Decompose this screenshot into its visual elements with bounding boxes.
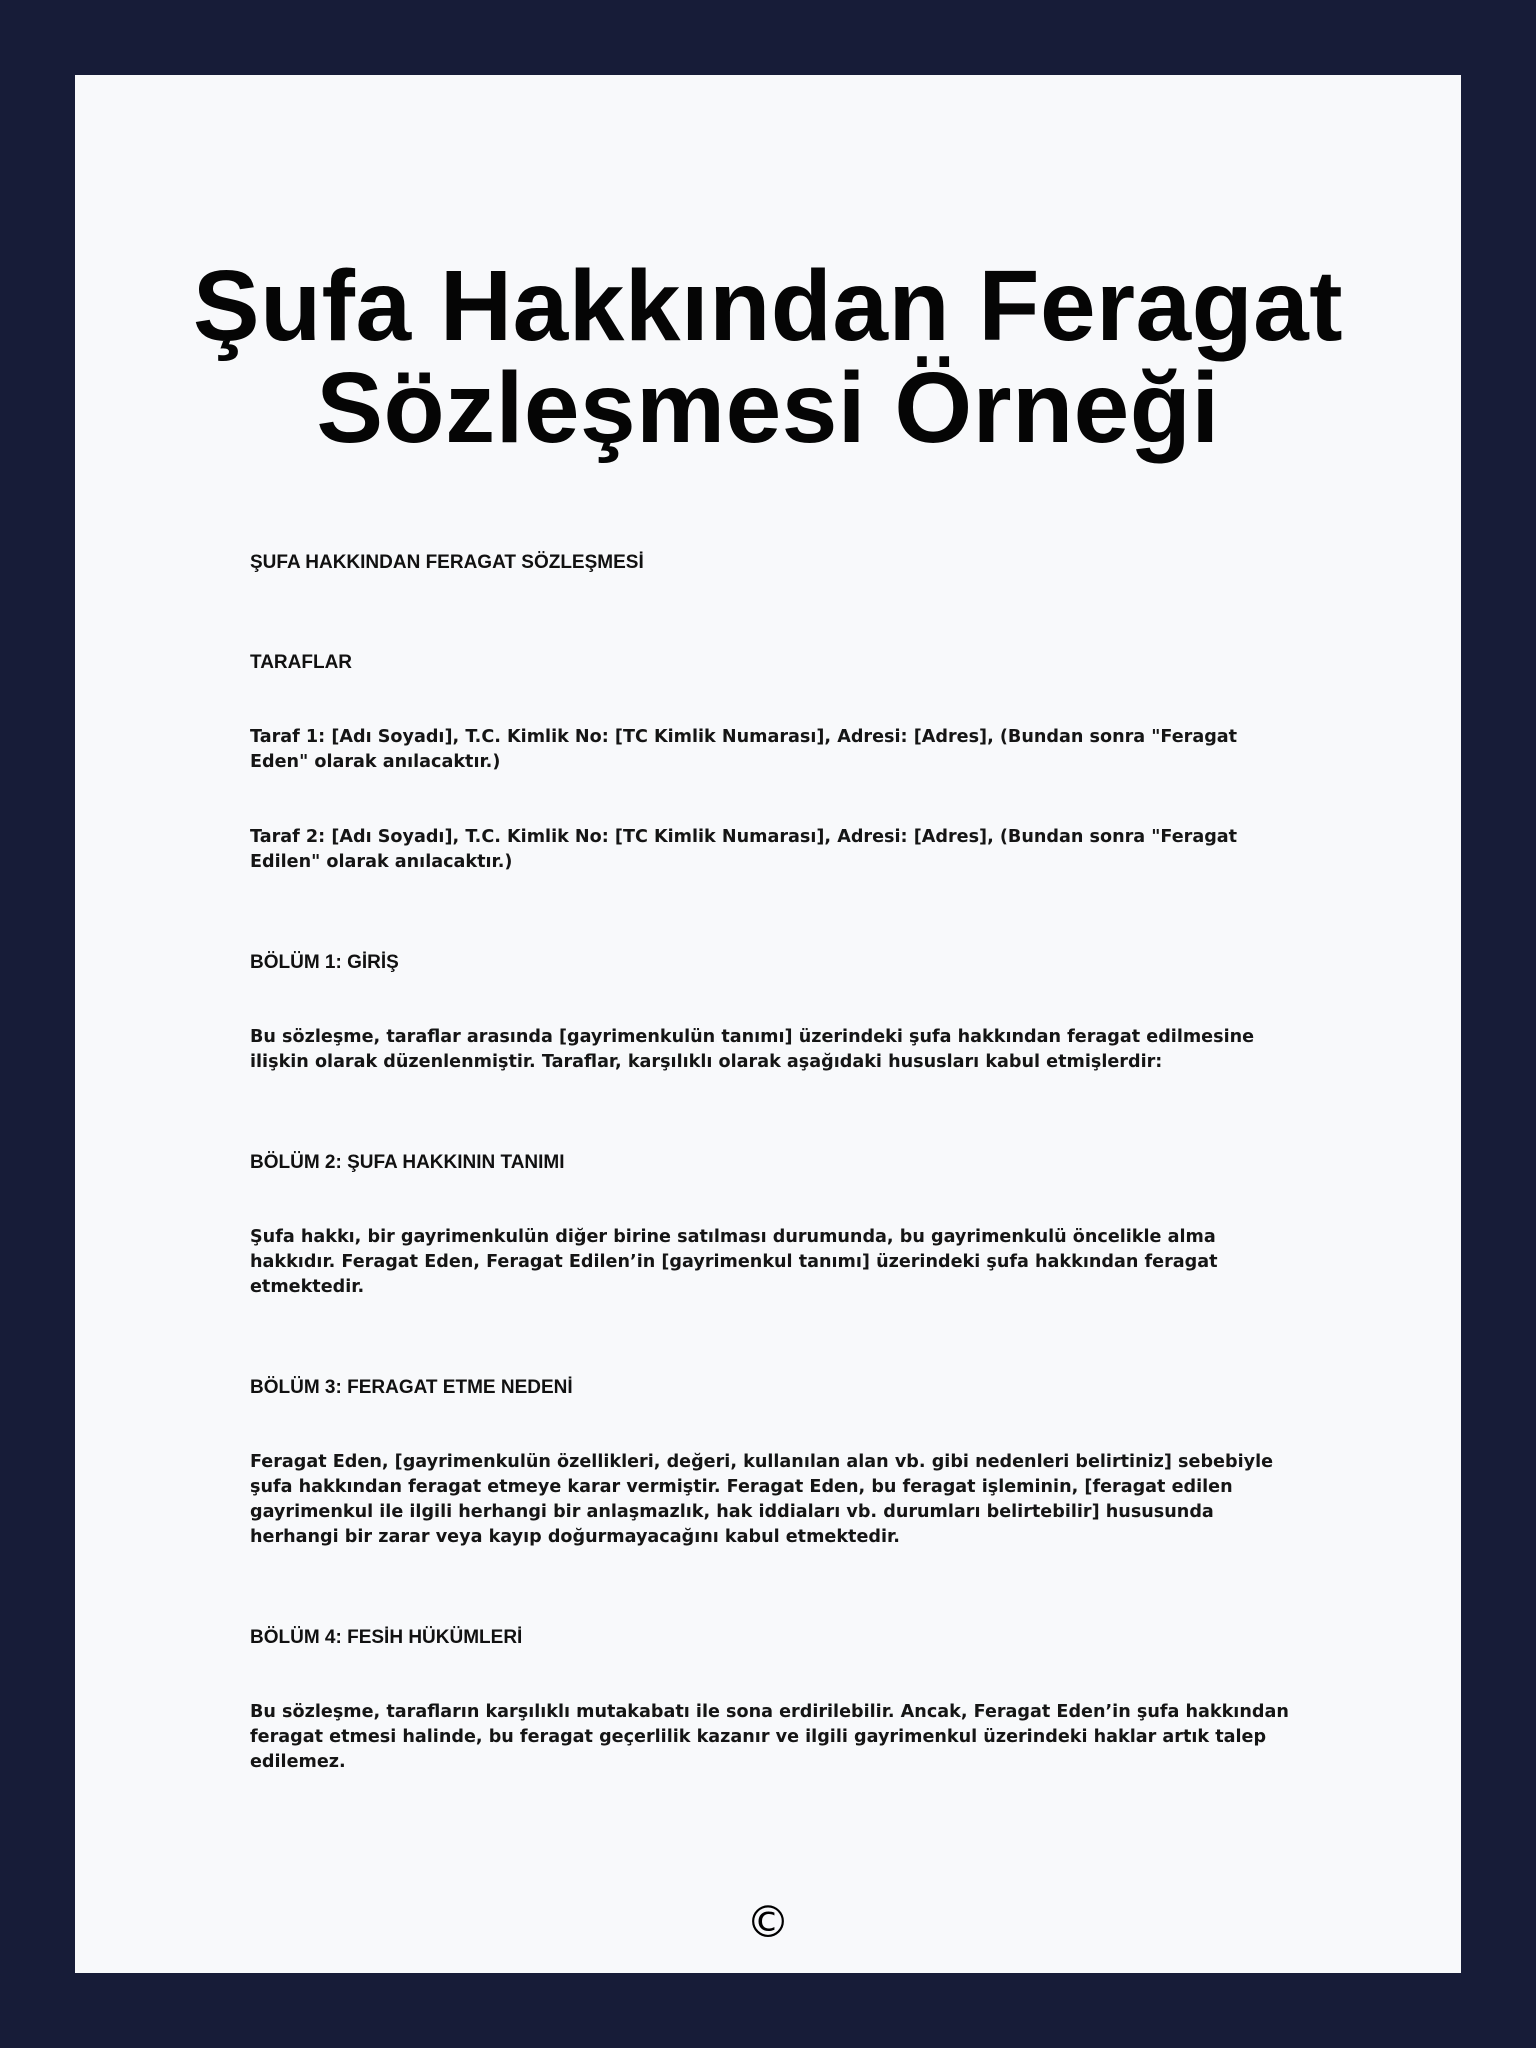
contract-header: ŞUFA HAKKINDAN FERAGAT SÖZLEŞMESİ [250,552,644,573]
section-1-text: Bu sözleşme, taraflar arasında [gayrimenkulün tanımı] üzerindeki şufa hakkından feragat edilmesine ilişkin olarak düzenlenmiştir. Taraflar, karşılıklı olarak aşağıdaki hususları kabul etmişlerdir: [250,1027,1255,1072]
document-page [75,75,1461,1973]
document-body [250,550,1290,1775]
section-3-text: Feragat Eden, [gayrimenkulün özellikleri, değeri, kullanılan alan vb. gibi nedenleri belirtiniz] sebebiyle şufa hakkından feragat etmeye karar vermiştir. Feragat Eden, bu feragat işleminin, [feragat edilen gayrimenkul ile ilgili herhangi bir anlaşmazlık, hak iddiaları vb. durumları belirtebilir] hususunda herhangi bir zarar veya kayıp doğurmayacağını kabul etmektedir. [250,1452,1274,1547]
section-3-heading: BÖLÜM 3: FERAGAT ETME NEDENİ [250,1377,573,1398]
parties-heading: TARAFLAR [250,652,353,673]
section-4-heading: BÖLÜM 4: FESİH HÜKÜMLERİ [250,1627,523,1648]
section-2-heading: BÖLÜM 2: ŞUFA HAKKININ TANIMI [250,1152,565,1173]
party-2-text: Taraf 2: [Adı Soyadı], T.C. Kimlik No: [TC Kimlik Numarası], Adresi: [Adres], (Bundan sonra "Feragat Edilen" olarak anılacaktır.) [250,827,1238,872]
section-2-text: Şufa hakkı, bir gayrimenkulün diğer birine satılması durumunda, bu gayrimenkulü öncelikle alma hakkıdır. Feragat Eden, Feragat Edilen’in [gayrimenkul tanımı] üzerindeki şufa hakkından feragat etmektedir. [250,1227,1218,1297]
page-title [75,250,1461,464]
section-4-text: Bu sözleşme, tarafların karşılıklı mutakabatı ile sona erdirilebilir. Ancak, Feragat Eden’in şufa hakkından feragat etmesi halinde, bu feragat geçerlilik kazanır ve ilgili gayrimenkul üzerindeki haklar artık talep edilemez. [250,1702,1289,1772]
title-line-2: Sözleşmesi Örneği [316,352,1220,464]
title-line-1: Şufa Hakkından Feragat [192,250,1344,362]
copyright-icon: © [746,1897,790,1948]
party-1-text: Taraf 1: [Adı Soyadı], T.C. Kimlik No: [TC Kimlik Numarası], Adresi: [Adres], (Bundan sonra "Feragat Eden" olarak anılacaktır.) [250,727,1238,772]
section-1-heading: BÖLÜM 1: GİRİŞ [250,952,399,973]
